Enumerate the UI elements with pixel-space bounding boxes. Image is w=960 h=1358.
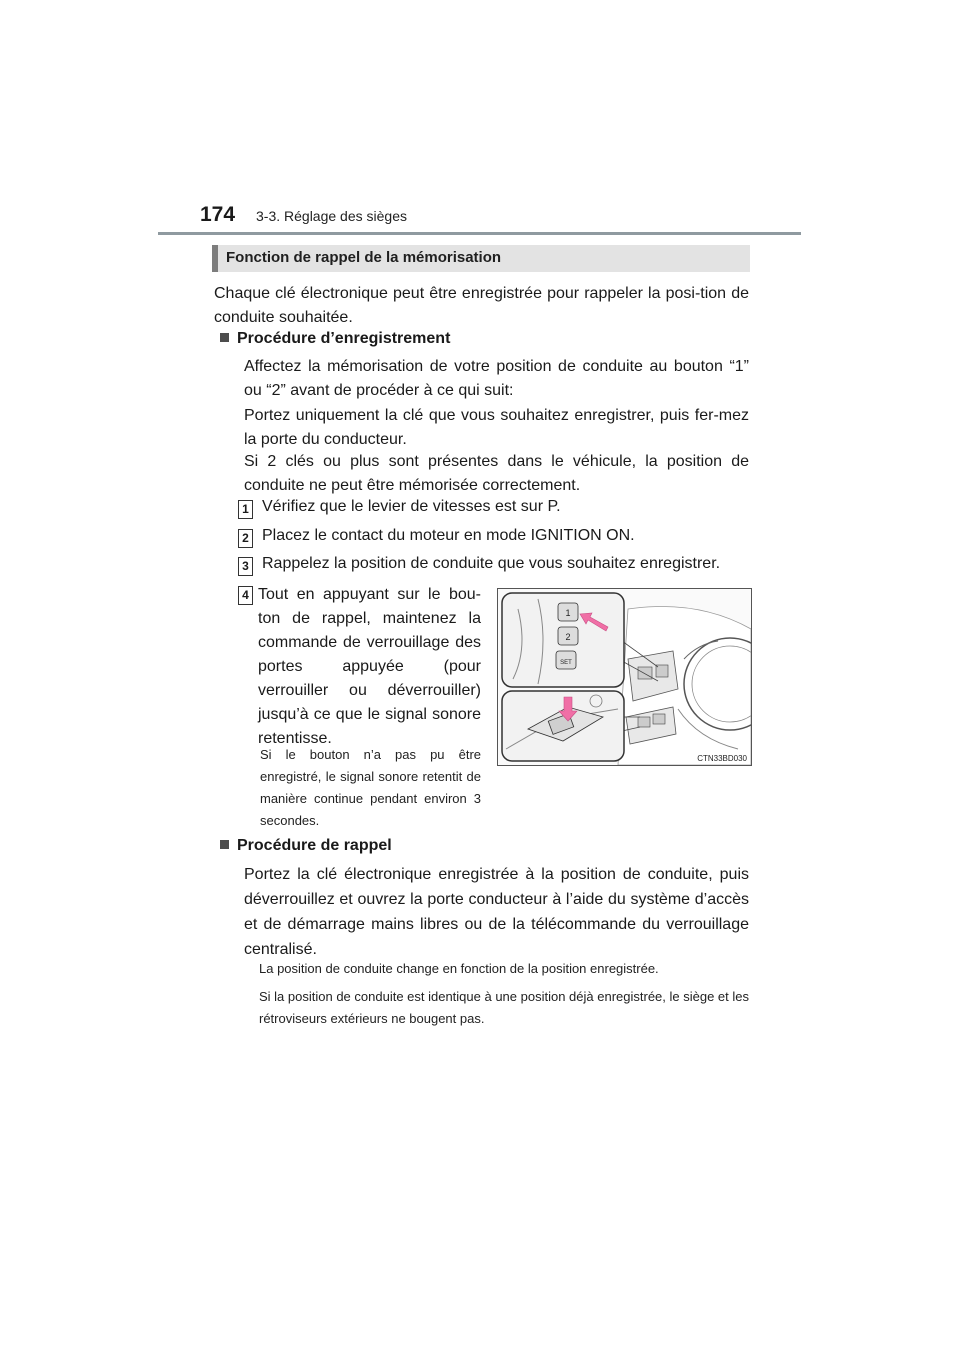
page-number: 174 xyxy=(200,203,236,226)
step-text-3: Rappelez la position de conduite que vous souhaitez enregistrer. xyxy=(262,555,721,572)
intro-paragraph: Chaque clé électronique peut être enregistrée pour rappeler la posi-tion de conduite souhaitée. xyxy=(214,285,749,326)
header-rule xyxy=(158,232,801,235)
memory-set-button-label: SET xyxy=(560,660,572,666)
step-text-2: Placez le contact du moteur en mode IGNITION ON. xyxy=(262,527,635,544)
section-title: Fonction de rappel de la mémorisation xyxy=(226,249,502,266)
memory-button-1-label: 1 xyxy=(565,608,571,618)
registration-para-2: Portez uniquement la clé que vous souhaitez enregistrer, puis fer-mez la porte du conducteur. xyxy=(244,407,749,448)
step-text-1: Vérifiez que le levier de vitesses est sur P. xyxy=(262,498,561,515)
square-bullet-icon xyxy=(220,840,229,849)
memory-recall-figure xyxy=(497,588,752,766)
recall-heading xyxy=(220,837,392,855)
recall-para-1: Portez la clé électronique enregistrée à la position de conduite, puis déverrouillez et ouvrez la porte conducteur à l’aide du système d’accès et de démarrage mains libres ou de la télécommande du verrouillage centralisé. xyxy=(244,866,749,958)
memory-button-2-label: 2 xyxy=(565,632,571,642)
step-number-2: 2 xyxy=(238,529,253,548)
recall-heading-text: Procédure de rappel xyxy=(237,837,392,854)
step-number-3: 3 xyxy=(238,557,253,576)
step-number-4: 4 xyxy=(238,586,253,605)
registration-heading xyxy=(220,330,450,348)
registration-para-3: Si 2 clés ou plus sont présentes dans le véhicule, la position de conduite ne peut être mémorisée correctement. xyxy=(244,453,749,494)
title-accent-bar xyxy=(212,245,218,272)
seat-memory-illustration xyxy=(498,589,751,765)
figure-caption: CTN33BD030 xyxy=(697,754,747,763)
registration-heading-text: Procédure d’enregistrement xyxy=(237,330,451,347)
registration-para-1: Affectez la mémorisation de votre position de conduite au bouton “1” ou “2” avant de procéder à ce qui suit: xyxy=(244,358,749,399)
section-label: 3-3. Réglage des sièges xyxy=(256,208,407,224)
step-4-note: Si le bouton n’a pas pu être enregistré, le signal sonore retentit de manière continue pendant environ 3 secondes. xyxy=(260,747,481,828)
recall-note-2: Si la position de conduite est identique à une position déjà enregistrée, le siège et les rétroviseurs extérieurs ne bougent pas. xyxy=(259,989,749,1026)
section-title-box xyxy=(212,245,750,272)
step-text-4: Tout en appuyant sur le bou-ton de rappel, maintenez la commande de verrouillage des portes appuyée (pour verrouiller ou déverrouiller) jusqu’à ce que le signal sonore retentisse. xyxy=(258,586,481,747)
square-bullet-icon xyxy=(220,333,229,342)
recall-note-1: La position de conduite change en fonction de la position enregistrée. xyxy=(259,961,659,976)
step-number-1: 1 xyxy=(238,500,253,519)
